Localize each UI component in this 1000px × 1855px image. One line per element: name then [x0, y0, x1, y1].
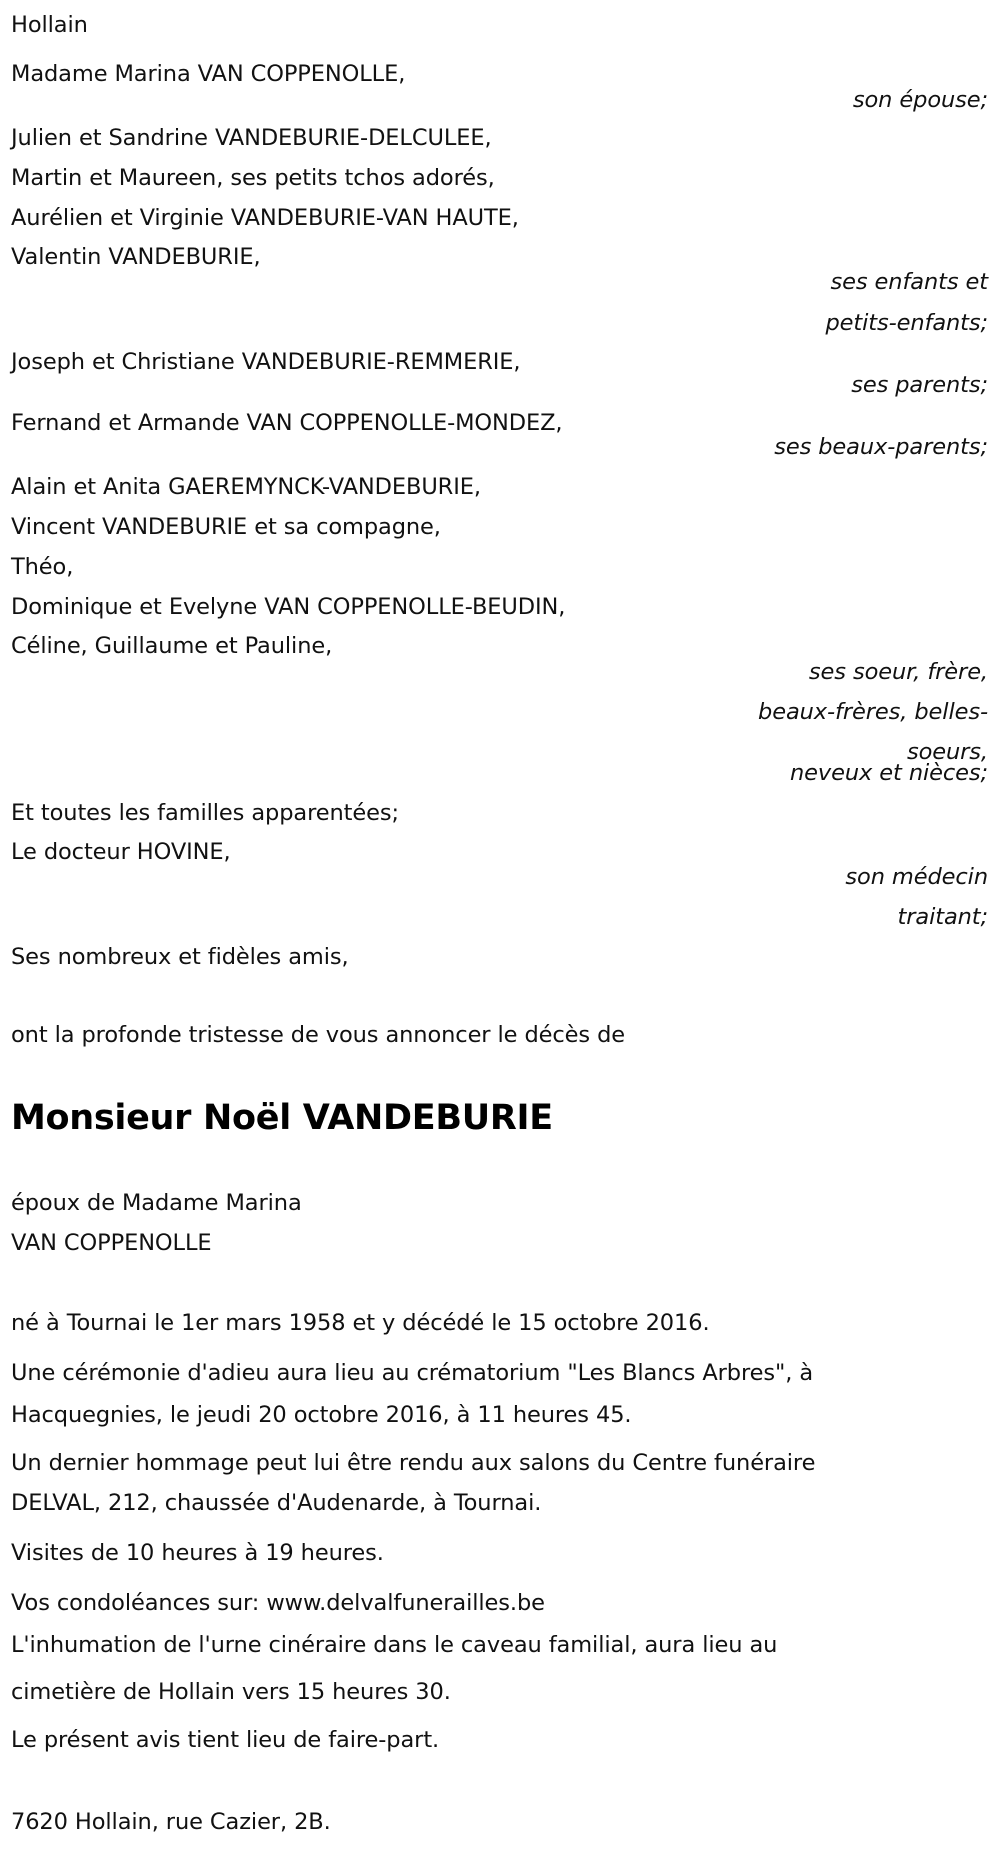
spouse-name: Madame Marina VAN COPPENOLLE,	[11, 61, 406, 87]
visits-line: Visites de 10 heures à 19 heures.	[11, 1540, 384, 1566]
children-relation: petits-enfants;	[825, 310, 988, 336]
sibling-name: Vincent VANDEBURIE et sa compagne,	[11, 514, 441, 540]
birth-death-line: né à Tournai le 1er mars 1958 et y décédé le 15 octobre 2016.	[11, 1310, 710, 1336]
parents-in-law-name: Fernand et Armande VAN COPPENOLLE-MONDEZ,	[11, 410, 563, 436]
ceremony-line: Une cérémonie d'adieu aura lieu au crématorium "Les Blancs Arbres", à	[11, 1360, 814, 1386]
child-name: Julien et Sandrine VANDEBURIE-DELCULEE,	[11, 125, 492, 151]
sibling-name: Alain et Anita GAEREMYNCK-VANDEBURIE,	[11, 474, 481, 500]
spouse-of-line: VAN COPPENOLLE	[11, 1230, 212, 1256]
parents-name: Joseph et Christiane VANDEBURIE-REMMERIE,	[11, 349, 521, 375]
sibling-name: Dominique et Evelyne VAN COPPENOLLE-BEUDIN,	[11, 594, 566, 620]
child-name: Valentin VANDEBURIE,	[11, 244, 261, 270]
doctor-relation: traitant;	[897, 904, 988, 930]
deceased-name-heading: Monsieur Noël VANDEBURIE	[11, 1098, 553, 1138]
inhumation-line: cimetière de Hollain vers 15 heures 30.	[11, 1679, 451, 1705]
sibling-name: Céline, Guillaume et Pauline,	[11, 633, 333, 659]
address-line: 7620 Hollain, rue Cazier, 2B.	[11, 1809, 331, 1835]
siblings-relation: beaux-frères, belles-	[758, 699, 988, 725]
sibling-name: Théo,	[11, 554, 74, 580]
siblings-relation: neveux et nièces;	[790, 760, 988, 786]
children-relation: ses enfants et	[830, 269, 988, 295]
condolences-label: Vos condoléances sur:	[11, 1590, 267, 1616]
siblings-relation: soeurs,	[906, 739, 988, 765]
spouse-relation: son épouse;	[852, 87, 988, 113]
ceremony-line: Hacquegnies, le jeudi 20 octobre 2016, à 11 heures 45.	[11, 1402, 632, 1428]
locality: Hollain	[11, 12, 88, 38]
announcement-line: ont la profonde tristesse de vous annoncer le décès de	[11, 1022, 625, 1048]
notice-statement: Le présent avis tient lieu de faire-part.	[11, 1727, 440, 1753]
condolences-line	[11, 1589, 545, 1617]
parents-relation: ses parents;	[851, 372, 988, 398]
child-name: Martin et Maureen, ses petits tchos adorés,	[11, 165, 495, 191]
condolences-link[interactable]: www.delvalfunerailles.be	[266, 1590, 545, 1616]
doctor-relation: son médecin	[845, 864, 988, 890]
child-name: Aurélien et Virginie VANDEBURIE-VAN HAUTE,	[11, 205, 519, 231]
homage-line: DELVAL, 212, chaussée d'Audenarde, à Tournai.	[11, 1490, 542, 1516]
families-line: Et toutes les familles apparentées;	[11, 800, 399, 826]
doctor-name: Le docteur HOVINE,	[11, 839, 231, 865]
spouse-of-line: époux de Madame Marina	[11, 1190, 302, 1216]
parents-in-law-relation: ses beaux-parents;	[774, 434, 988, 460]
homage-line: Un dernier hommage peut lui être rendu aux salons du Centre funéraire	[11, 1450, 816, 1476]
inhumation-line: L'inhumation de l'urne cinéraire dans le caveau familial, aura lieu au	[11, 1632, 778, 1658]
siblings-relation: ses soeur, frère,	[808, 659, 988, 685]
friends-line: Ses nombreux et fidèles amis,	[11, 944, 349, 970]
